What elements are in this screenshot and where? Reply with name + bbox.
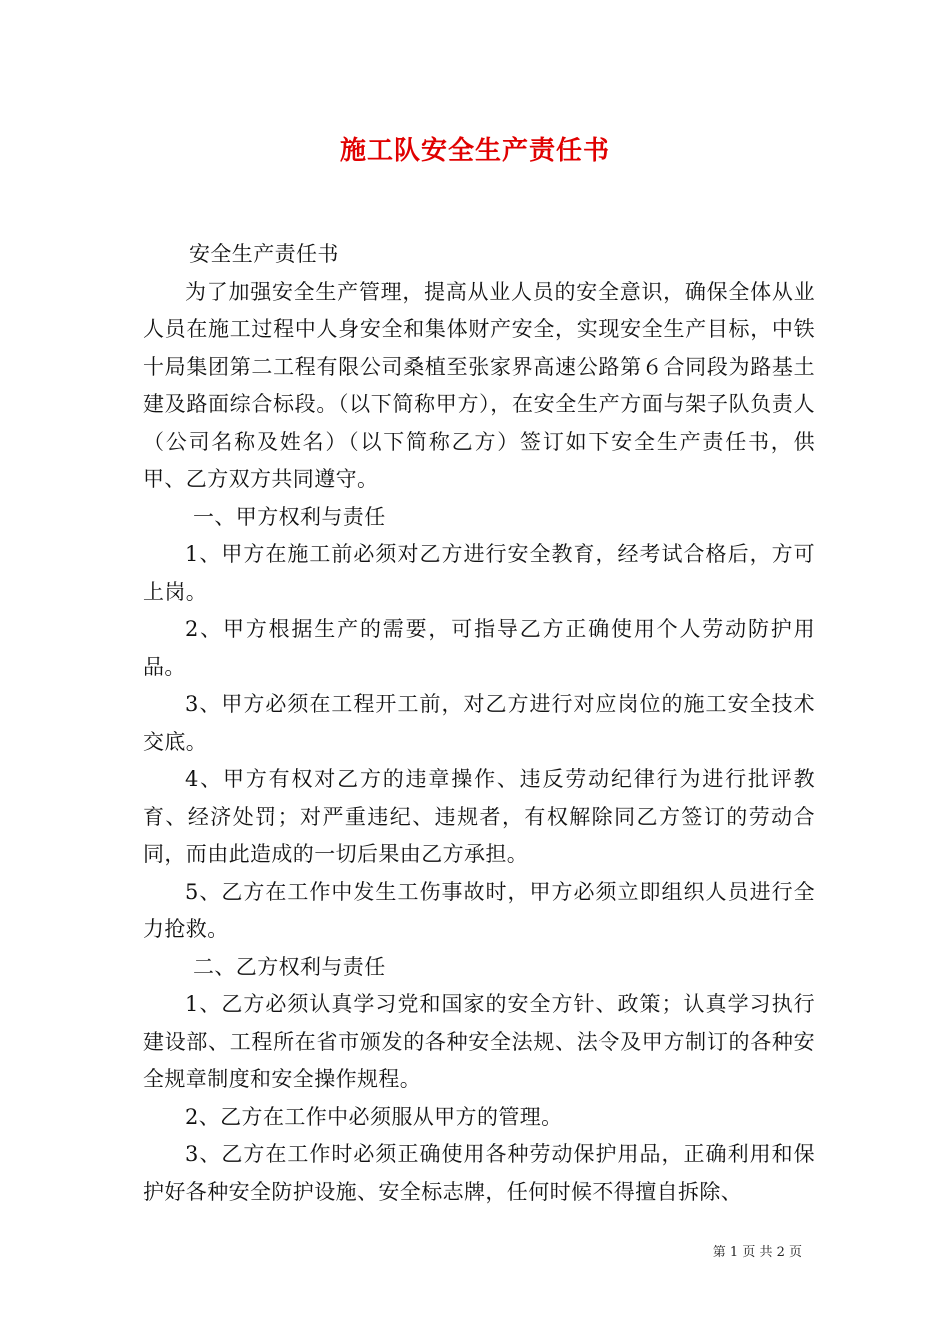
page-number: 第 1 页 共 2 页 [712,1245,802,1260]
intro-paragraph: 为了加强安全生产管理，提高从业人员的安全意识，确保全体从业人员在施工过程中人身安全和集体财产安全，实现安全生产目标，中铁十局集团第二工程有限公司桑植至张家界高速公路第６合同段为路基土建及路面综合标段。（以下简称甲方），在安全生产方面与架子队负责人（公司名称及姓名）（以下简称乙方）签订如下安全生产责任书，供甲、乙方双方共同遵守。 [143,279,815,491]
party-a-item: 4、甲方有权对乙方的违章操作、违反劳动纪律行为进行批评教育、经济处罚；对严重违纪、违规者，有权解除同乙方签订的劳动合同，而由此造成的一切后果由乙方承担。 [143,767,815,866]
party-a-item: 5、乙方在工作中发生工伤事故时，甲方必须立即组织人员进行全力抢救。 [143,879,815,941]
document-title: 施工队安全生产责任书 [339,136,610,166]
party-b-item: 2、乙方在工作中必须服从甲方的管理。 [185,1104,563,1129]
section-heading-party-a: 一、甲方权利与责任 [193,504,386,529]
document-subtitle: 安全生产责任书 [189,242,339,266]
party-a-item: 2、甲方根据生产的需要，可指导乙方正确使用个人劳动防护用品。 [143,617,815,679]
party-a-item: 3、甲方必须在工程开工前，对乙方进行对应岗位的施工安全技术交底。 [143,692,815,754]
party-a-item: 1、甲方在施工前必须对乙方进行安全教育，经考试合格后，方可上岗。 [143,542,815,604]
document-body [143,236,815,1211]
party-b-item: 1、乙方必须认真学习党和国家的安全方针、政策；认真学习执行建设部、工程所在省市颁发的各种安全法规、法令及甲方制订的各种安全规章制度和安全操作规程。 [143,992,815,1091]
party-b-item: 3、乙方在工作时必须正确使用各种劳动保护用品，正确利用和保护好各种安全防护设施、安全标志牌，任何时候不得擅自拆除、 [143,1142,815,1204]
section-heading-party-b: 二、乙方权利与责任 [193,954,386,979]
